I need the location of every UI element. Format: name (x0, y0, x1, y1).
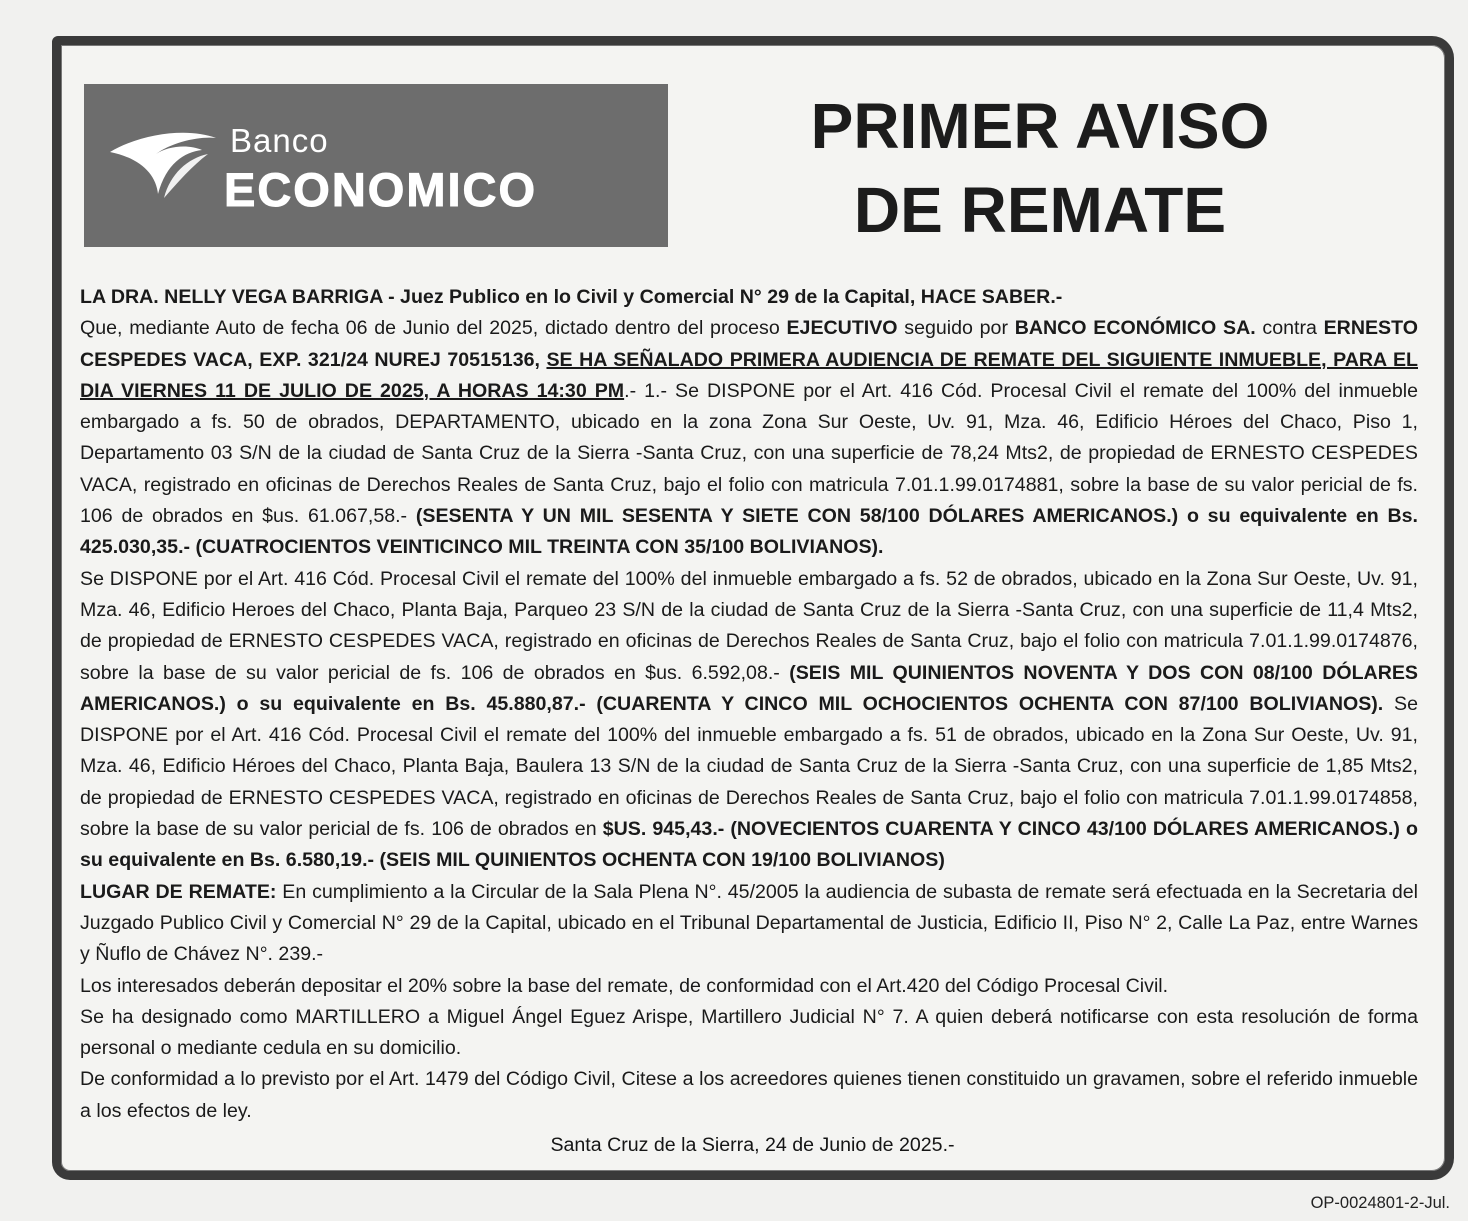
reference-code: OP-0024801-2-Jul. (1310, 1194, 1450, 1212)
bank-logo (84, 84, 668, 247)
text-span: Se DISPONE por el Art. 416 Cód. Procesal Civil el remate del 100% del inmueble embargado a fs. 51 de obrados, ubicado en la Zona Sur Oeste, Uv. 91, Mza. 46, Edificio Héroes del Chaco, Planta Baja, Baulera 13 S/N de la ciudad de Santa Cruz de la Sierra -Santa Cruz, con una superficie de 1,85 Mts2, de propiedad de ERNESTO CESPEDES VACA, registrado en oficinas de Derechos Reales de Santa Cruz, bajo el folio con matricula 7.01.1.99.0174858, sobre la base de su valor pericial de fs. 106 de obrados en (80, 692, 1418, 841)
notice-body (80, 282, 1418, 1127)
paragraph-intro (80, 282, 1418, 313)
paragraph-first-property (80, 313, 1418, 563)
judge-name: LA DRA. NELLY VEGA BARRIGA (80, 286, 383, 308)
text-span: .- 1.- Se DISPONE por el Art. 416 Cód. Procesal Civil el remate del 100% del inmueble embargado a fs. 50 de obrados, DEPARTAMENTO, ubicado en la zona Zona Sur Oeste, Uv. 91, Mza. 46, Edificio Héroes del Chaco, Piso 1, Departamento 03 S/N de la ciudad de Santa Cruz de la Sierra -Santa Cruz, con una superficie de 78,24 Mts2, de propiedad de ERNESTO CESPEDES VACA, registrado en oficinas de Derechos Reales de Santa Cruz, bajo el folio con matricula 7.01.1.99.0174881, sobre la base de su valor pericial de fs. 106 de obrados en $us. 61.067,58.- (80, 379, 1418, 528)
first-property-value: (SESENTA Y UN MIL SESENTA Y SIETE CON 58/100 DÓLARES AMERICANOS.) o su equivalente en Bs. 425.030,35.- (CUATROCIENTOS VEINTICINCO MIL TREINTA CON 35/100 BOLIVIANOS). (80, 505, 1419, 559)
text-span: Que, mediante Auto de fecha 06 de Junio del 2025, dictado dentro del proceso (80, 317, 787, 340)
title-line-1: PRIMER AVISO (810, 90, 1270, 162)
paragraph-creditors: De conformidad a lo previsto por el Art. 1479 del Código Civil, Citese a los acreedores quienes tienen constituido un gravamen, sobre el referido inmueble a los efectos de ley. (80, 1068, 1418, 1122)
paragraph-second-third-property (80, 564, 1418, 877)
title-line-2: DE REMATE (853, 174, 1227, 246)
logo-banco-text: Banco (230, 122, 329, 159)
notice-title (760, 84, 1320, 252)
paragraph-deposit: Los interesados deberán depositar el 20% sobre la base del remate, de conformidad con el Art.420 del Código Procesal Civil. (80, 974, 1169, 997)
logo-economico-text: ECONOMICO (224, 163, 538, 216)
defendant-case: ERNESTO CESPEDES VACA, EXP. 321/24 NUREJ 70515136, (80, 317, 1418, 371)
auction-place-label: LUGAR DE REMATE: (80, 880, 277, 903)
third-property-value: $US. 945,43.- (NOVECIENTOS CUARENTA Y CINCO 43/100 DÓLARES AMERICANOS.) o su equivalente en Bs. 6.580,19.- (SEIS MIL QUINIENTOS OCHENTA CON 19/100 BOLIVIANOS) (80, 818, 1418, 872)
paragraph-auctioneer: Se ha designado como MARTILLERO a Miguel Ángel Eguez Arispe, Martillero Judicial N° 7. A quien deberá notificarse con esta resolución de forma personal o mediante cedula en su domicilio. (80, 1005, 1418, 1060)
second-property-value: (SEIS MIL QUINIENTOS NOVENTA Y DOS CON 08/100 DÓLARES AMERICANOS.) o su equivalente en Bs. 45.880,87.- (CUARENTA Y CINCO MIL OCHOCIENTOS OCHENTA CON 87/100 BOLIVIANOS). (80, 661, 1418, 715)
auction-place-text: En cumplimiento a la Circular de la Sala Plena N°. 45/2005 la audiencia de subasta de remate será efectuada en la Secretaria del Juzgado Publico Civil y Comercial N° 29 de la Capital, ubicado en el Tribunal Departamental de Justicia, Edificio II, Piso N° 2, Calle La Paz, entre Warnes y Ñuflo de Chávez N°. 239.- (80, 880, 1418, 966)
hace-saber: HACE SABER.- (920, 286, 1063, 308)
auction-date-notice: SE HA SEÑALADO PRIMERA AUDIENCIA DE REMATE DEL SIGUIENTE INMUEBLE, PARA EL DIA VIERNES 11 DE JULIO DE 2025, A HORAS 14:30 PM (80, 348, 1418, 402)
text-span: Se DISPONE por el Art. 416 Cód. Procesal Civil el remate del 100% del inmueble embargado a fs. 52 de obrados, ubicado en la Zona Sur Oeste, Uv. 91, Mza. 46, Edificio Heroes del Chaco, Planta Baja, Parqueo 23 S/N de la ciudad de Santa Cruz de la Sierra -Santa Cruz, con una superficie de 11,4 Mts2, de propiedad de ERNESTO CESPEDES VACA, registrado en oficinas de Derechos Reales de Santa Cruz, bajo el folio con matricula 7.01.1.99.0174876, sobre la base de su valor pericial de fs. 106 de obrados en $us. 6.592,08.- (80, 567, 1418, 684)
plaintiff: BANCO ECONÓMICO SA. (1014, 317, 1256, 340)
paragraph-auction-place (80, 877, 1418, 971)
text-span: seguido por (897, 317, 1015, 340)
swoosh-icon (104, 124, 224, 219)
signature-line: Santa Cruz de la Sierra, 24 de Junio de 2025.- (550, 1134, 955, 1156)
text-span: contra (1255, 317, 1324, 340)
process-type: EJECUTIVO (786, 317, 898, 340)
judge-title: - Juez Publico en lo Civil y Comercial N° 29 de la Capital, (382, 286, 921, 308)
